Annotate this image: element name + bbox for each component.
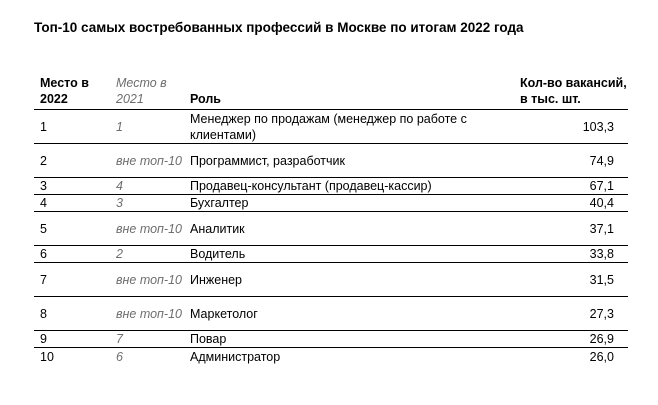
place-2022-cell: 1 xyxy=(40,119,47,134)
table-row xyxy=(34,297,628,331)
role-cell: Бухгалтер xyxy=(190,196,249,210)
table-row xyxy=(34,195,628,212)
vacancies-cell: 27,3 xyxy=(589,306,614,321)
place-2022-cell: 9 xyxy=(40,332,47,346)
role-cell: Продавец-консультант (продавец-кассир) xyxy=(190,179,432,193)
table-row xyxy=(34,212,628,246)
table-row xyxy=(34,348,628,365)
vacancies-cell: 33,8 xyxy=(589,247,614,261)
professions-table xyxy=(34,54,628,365)
table-row xyxy=(34,246,628,263)
header-place-2021: Место в 2021 xyxy=(116,76,167,106)
place-2021-cell: вне топ-10 xyxy=(116,221,182,236)
place-2021-cell: 7 xyxy=(116,332,123,346)
table-title: Топ-10 самых востребованных профессий в Москве по итогам 2022 года xyxy=(34,20,524,35)
place-2022-cell: 4 xyxy=(40,196,47,210)
place-2022-cell: 2 xyxy=(40,153,47,168)
place-2022-cell: 6 xyxy=(40,247,47,261)
vacancies-cell: 40,4 xyxy=(589,196,614,210)
table-row xyxy=(34,331,628,348)
vacancies-cell: 31,5 xyxy=(589,272,614,287)
header-role: Роль xyxy=(190,92,221,106)
place-2021-cell: 1 xyxy=(116,119,123,134)
table-row xyxy=(34,110,628,144)
place-2021-cell: 6 xyxy=(116,349,123,364)
role-cell: Менеджер по продажам (менеджер по работе с клиентами) xyxy=(190,111,467,142)
vacancies-cell: 103,3 xyxy=(582,119,614,134)
vacancies-cell: 26,9 xyxy=(589,332,614,346)
place-2022-cell: 3 xyxy=(40,179,47,193)
header-place-2022: Место в 2022 xyxy=(40,76,89,106)
place-2021-cell: 4 xyxy=(116,179,123,193)
place-2021-cell: вне топ-10 xyxy=(116,306,182,321)
table-row xyxy=(34,263,628,297)
place-2021-cell: 3 xyxy=(116,196,123,210)
place-2022-cell: 8 xyxy=(40,306,47,321)
vacancies-cell: 74,9 xyxy=(589,153,614,168)
role-cell: Повар xyxy=(190,332,227,346)
role-cell: Инженер xyxy=(190,272,243,287)
role-cell: Водитель xyxy=(190,247,246,261)
place-2022-cell: 10 xyxy=(40,349,54,364)
role-cell: Программист, разработчик xyxy=(190,153,345,168)
place-2022-cell: 7 xyxy=(40,272,47,287)
place-2021-cell: вне топ-10 xyxy=(116,272,182,287)
table-row xyxy=(34,144,628,178)
table-row xyxy=(34,178,628,195)
vacancies-cell: 67,1 xyxy=(589,179,614,193)
place-2021-cell: 2 xyxy=(116,247,123,261)
role-cell: Маркетолог xyxy=(190,306,258,321)
table-header-row xyxy=(34,54,628,110)
vacancies-cell: 26,0 xyxy=(589,349,614,364)
place-2021-cell: вне топ-10 xyxy=(116,153,182,168)
role-cell: Администратор xyxy=(190,349,281,364)
header-vacancies: Кол-во вакансий, в тыс. шт. xyxy=(520,76,627,106)
place-2022-cell: 5 xyxy=(40,221,47,236)
vacancies-cell: 37,1 xyxy=(589,221,614,236)
role-cell: Аналитик xyxy=(190,221,245,236)
